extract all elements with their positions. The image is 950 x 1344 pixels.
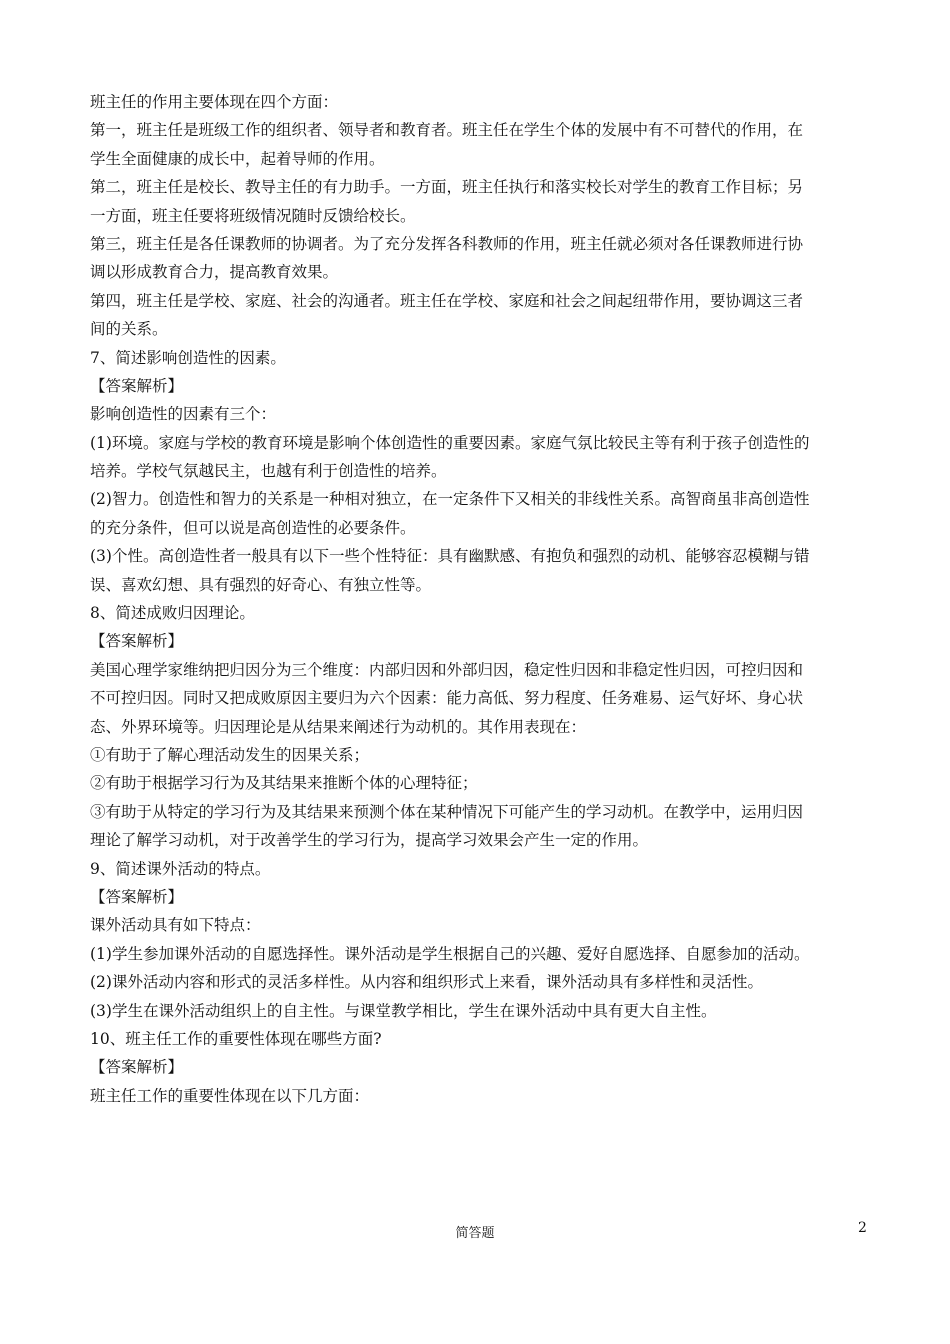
- text-line: 【答案解析】: [90, 1058, 184, 1077]
- text-line: 10、班主任工作的重要性体现在哪些方面?: [90, 1029, 382, 1048]
- text-line: 7、简述影响创造性的因素。: [90, 348, 286, 367]
- text-line: 的充分条件，但可以说是高创造性的必要条件。: [90, 518, 416, 537]
- text-line: 班主任的作用主要体现在四个方面：: [90, 93, 339, 111]
- text-line: 【答案解析】: [90, 887, 184, 906]
- text-line: (2)智力。创造性和智力的关系是一种相对独立，在一定条件下又相关的非线性关系。高智商虽非高创造性: [90, 490, 810, 509]
- page-number: 2: [858, 1220, 867, 1236]
- body-text: [90, 88, 872, 1110]
- text-line: 第一，班主任是班级工作的组织者、领导者和教育者。班主任在学生个体的发展中有不可替代的作用，在: [90, 121, 804, 140]
- text-line: 第三，班主任是各任课教师的协调者。为了充分发挥各科教师的作用，班主任就必须对各任课教师进行协: [90, 234, 804, 253]
- text-line: 间的关系。: [90, 320, 168, 339]
- text-line: (1)环境。家庭与学校的教育环境是影响个体创造性的重要因素。家庭气氛比较民主等有利于孩子创造性的: [90, 433, 810, 452]
- text-line: 【答案解析】: [90, 376, 184, 395]
- text-line: 调以形成教育合力，提高教育效果。: [90, 263, 339, 282]
- text-line: 理论了解学习动机，对于改善学生的学习行为，提高学习效果会产生一定的作用。: [90, 831, 649, 850]
- text-line: 态、外界环境等。归因理论是从结果来阐述行为动机的。其作用表现在：: [90, 717, 587, 736]
- text-line: 8、简述成败归因理论。: [90, 604, 255, 623]
- text-line: 培养。学校气氛越民主，也越有利于创造性的培养。: [90, 462, 447, 481]
- text-line: 学生全面健康的成长中，起着导师的作用。: [90, 149, 385, 168]
- text-line: (3)学生在课外活动组织上的自主性。与课堂教学相比，学生在课外活动中具有更大自主性。: [90, 1001, 717, 1020]
- text-line: 一方面，班主任要将班级情况随时反馈给校长。: [90, 206, 416, 225]
- text-line: 影响创造性的因素有三个：: [90, 405, 277, 424]
- text-line: (1)学生参加课外活动的自愿选择性。课外活动是学生根据自己的兴趣、爱好自愿选择、自愿参加的活动。: [90, 944, 810, 963]
- text-line: 9、简述课外活动的特点。: [90, 859, 271, 878]
- text-line: ②有助于根据学习行为及其结果来推断个体的心理特征；: [90, 774, 478, 793]
- text-line: 不可控归因。同时又把成败原因主要归为六个因素：能力高低、努力程度、任务难易、运气好坏、身心状: [90, 689, 804, 708]
- text-line: 第二，班主任是校长、教导主任的有力助手。一方面，班主任执行和落实校长对学生的教育工作目标；另: [90, 178, 804, 197]
- text-line: ①有助于了解心理活动发生的因果关系；: [90, 745, 370, 764]
- text-line: ③有助于从特定的学习行为及其结果来预测个体在某种情况下可能产生的学习动机。在教学中，运用归因: [90, 802, 804, 821]
- text-line: 第四，班主任是学校、家庭、社会的沟通者。班主任在学校、家庭和社会之间起纽带作用，要协调这三者: [90, 291, 804, 310]
- footer-title: 简答题: [455, 1226, 495, 1241]
- text-line: 误、喜欢幻想、具有强烈的好奇心、有独立性等。: [90, 575, 432, 594]
- text-line: (2)课外活动内容和形式的灵活多样性。从内容和组织形式上来看，课外活动具有多样性和灵活性。: [90, 973, 763, 992]
- text-line: 班主任工作的重要性体现在以下几方面：: [90, 1086, 370, 1105]
- text-line: 美国心理学家维纳把归因分为三个维度：内部归因和外部归因，稳定性归因和非稳定性归因，可控归因和: [90, 660, 804, 679]
- text-line: 课外活动具有如下特点：: [90, 916, 261, 935]
- text-line: (3)个性。高创造性者一般具有以下一些个性特征：具有幽默感、有抱负和强烈的动机、能够容忍模糊与错: [90, 547, 810, 566]
- text-line: 【答案解析】: [90, 632, 184, 651]
